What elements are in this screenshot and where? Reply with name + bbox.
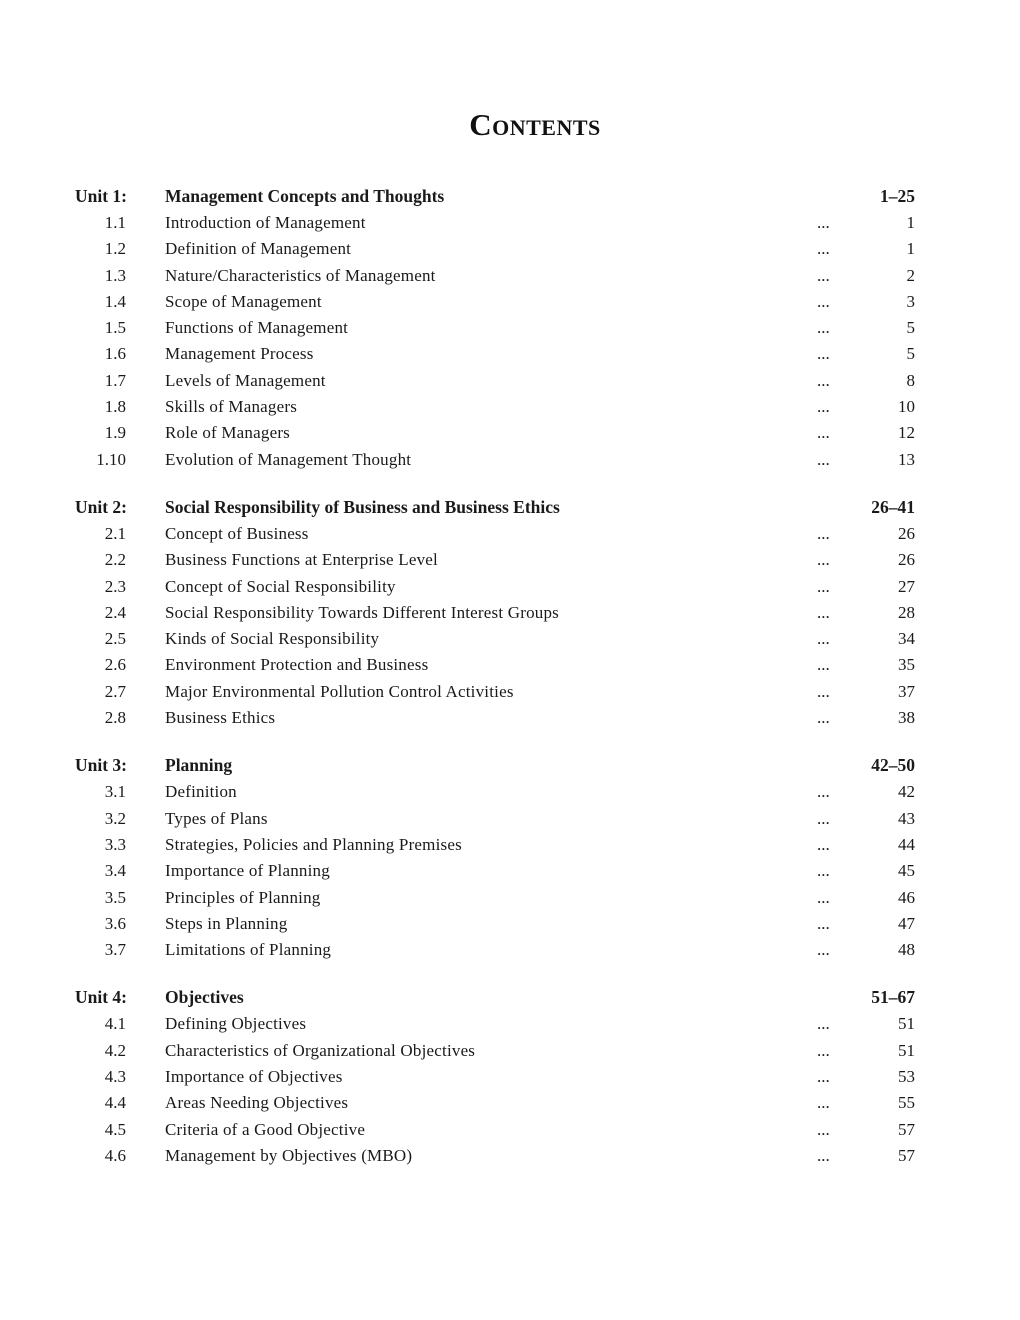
entry-title: Types of Plans	[165, 808, 268, 828]
unit-label: Unit 2:	[75, 496, 128, 517]
entry-page-number: 10	[898, 397, 915, 417]
entry-page-number: 47	[898, 913, 915, 933]
unit-heading[interactable]	[75, 751, 915, 779]
toc-entry[interactable]	[75, 1090, 915, 1116]
toc-entry[interactable]	[75, 263, 915, 289]
entry-page-number: 57	[898, 1119, 915, 1139]
entry-leader-dots: ...	[817, 940, 830, 960]
entry-page-number: 42	[898, 782, 915, 802]
entry-title: Kinds of Social Responsibility	[165, 629, 380, 649]
toc-entry[interactable]	[75, 420, 915, 446]
entry-leader-dots: ...	[817, 239, 830, 259]
entry-title: Social Responsibility Towards Different Interest Groups	[165, 602, 559, 622]
entry-page-number: 38	[898, 708, 915, 728]
entry-leader-dots: ...	[817, 834, 830, 854]
toc-entry[interactable]	[75, 705, 915, 731]
entry-number: 2.8	[104, 708, 126, 728]
unit-page-range: 42–50	[871, 755, 915, 776]
unit-page-range: 51–67	[871, 987, 915, 1008]
entry-leader-dots: ...	[817, 1014, 830, 1034]
entry-leader-dots: ...	[817, 708, 830, 728]
toc-entry[interactable]	[75, 858, 915, 884]
entry-number: 4.6	[104, 1145, 126, 1165]
toc-entry[interactable]	[75, 937, 915, 963]
entry-title: Business Functions at Enterprise Level	[165, 550, 438, 570]
entry-page-number: 45	[898, 861, 915, 881]
toc-entry[interactable]	[75, 832, 915, 858]
entry-title: Management by Objectives (MBO)	[165, 1145, 413, 1165]
entry-leader-dots: ...	[817, 1040, 830, 1060]
entry-leader-dots: ...	[817, 213, 830, 232]
entry-leader-dots: ...	[817, 370, 830, 390]
entry-number: 4.1	[104, 1014, 126, 1034]
entry-page-number: 8	[906, 370, 915, 390]
entry-page-number: 5	[906, 318, 915, 338]
entry-number: 1.7	[104, 370, 126, 390]
entry-page-number: 5	[906, 344, 915, 364]
unit-entries	[75, 779, 915, 963]
entry-number: 1.4	[104, 291, 126, 311]
entry-page-number: 37	[898, 681, 915, 701]
toc-entry[interactable]	[75, 779, 915, 805]
entry-number: 1.6	[104, 344, 126, 364]
entry-title: Concept of Social Responsibility	[165, 576, 396, 596]
entry-leader-dots: ...	[817, 449, 830, 469]
unit-entries	[75, 521, 915, 731]
entry-number: 2.7	[104, 681, 126, 701]
entry-title: Definition	[165, 782, 237, 802]
entry-page-number: 53	[898, 1067, 915, 1087]
toc-entry[interactable]	[75, 1117, 915, 1143]
entry-number: 1.2	[104, 239, 126, 259]
entry-page-number: 1	[906, 213, 915, 232]
toc-entry[interactable]	[75, 315, 915, 341]
entry-leader-dots: ...	[817, 1145, 830, 1165]
entry-title: Skills of Managers	[165, 397, 298, 417]
entry-title: Environment Protection and Business	[165, 655, 429, 675]
unit-title: Planning	[165, 755, 233, 776]
page-title: Contents	[469, 106, 601, 142]
entry-leader-dots: ...	[817, 550, 830, 570]
entry-page-number: 55	[898, 1093, 915, 1113]
entry-title: Importance of Planning	[165, 861, 330, 881]
unit-label: Unit 4:	[75, 987, 128, 1008]
entry-title: Strategies, Policies and Planning Premises	[165, 834, 462, 854]
entry-title: Role of Managers	[165, 423, 290, 443]
toc-entry[interactable]	[75, 447, 915, 473]
entry-number: 2.2	[104, 550, 126, 570]
unit-label: Unit 3:	[75, 755, 128, 776]
entry-title: Definition of Management	[165, 239, 352, 259]
unit-title: Social Responsibility of Business and Business Ethics	[165, 496, 560, 517]
toc-entry[interactable]	[75, 341, 915, 367]
entry-page-number: 27	[898, 576, 915, 596]
entry-title: Areas Needing Objectives	[165, 1093, 349, 1113]
entry-leader-dots: ...	[817, 655, 830, 675]
entry-leader-dots: ...	[817, 397, 830, 417]
entry-number: 2.4	[104, 602, 126, 622]
toc-unit	[75, 751, 915, 963]
entry-page-number: 26	[898, 523, 915, 543]
entry-number: 3.3	[104, 834, 126, 854]
toc-entry[interactable]	[75, 600, 915, 626]
entry-number: 1.3	[104, 265, 126, 285]
entry-number: 3.1	[104, 782, 126, 802]
toc-entry[interactable]	[75, 679, 915, 705]
entry-number: 4.5	[104, 1119, 126, 1139]
entry-title: Evolution of Management Thought	[165, 449, 412, 469]
entry-leader-dots: ...	[817, 602, 830, 622]
toc-entry[interactable]	[75, 1038, 915, 1064]
entry-page-number: 2	[906, 265, 915, 285]
entry-number: 2.6	[104, 655, 126, 675]
toc-entry[interactable]	[75, 626, 915, 652]
entry-number: 3.5	[104, 887, 126, 907]
entry-title: Principles of Planning	[165, 887, 321, 907]
entry-title: Limitations of Planning	[165, 940, 332, 960]
entry-page-number: 51	[898, 1014, 915, 1034]
unit-entries	[75, 210, 915, 473]
entry-number: 3.2	[104, 808, 126, 828]
toc-entry[interactable]	[75, 289, 915, 315]
entry-leader-dots: ...	[817, 291, 830, 311]
entry-leader-dots: ...	[817, 576, 830, 596]
unit-title: Management Concepts and Thoughts	[165, 186, 445, 206]
entry-title: Nature/Characteristics of Management	[165, 265, 436, 285]
entry-number: 4.3	[104, 1067, 126, 1087]
entry-page-number: 1	[906, 239, 915, 259]
entry-title: Functions of Management	[165, 318, 349, 338]
entry-title: Business Ethics	[165, 708, 276, 728]
unit-heading[interactable]	[75, 493, 915, 521]
entry-leader-dots: ...	[817, 523, 830, 543]
toc-entry[interactable]	[75, 652, 915, 678]
entry-page-number: 44	[898, 834, 915, 854]
unit-page-range: 1–25	[880, 186, 915, 206]
toc-entry[interactable]	[75, 574, 915, 600]
entry-title: Scope of Management	[165, 291, 322, 311]
entry-leader-dots: ...	[817, 808, 830, 828]
entry-number: 4.2	[104, 1040, 126, 1060]
toc-unit	[75, 983, 915, 1169]
entry-page-number: 48	[898, 940, 915, 960]
entry-leader-dots: ...	[817, 318, 830, 338]
entry-number: 4.4	[104, 1093, 126, 1113]
table-of-contents	[75, 182, 915, 1189]
entry-title: Characteristics of Organizational Objectives	[165, 1040, 476, 1060]
entry-number: 2.1	[104, 523, 126, 543]
entry-number: 2.5	[104, 629, 126, 649]
unit-title: Objectives	[165, 987, 244, 1008]
toc-entry[interactable]	[75, 521, 915, 547]
entry-leader-dots: ...	[817, 1093, 830, 1113]
unit-heading[interactable]	[75, 983, 915, 1011]
entry-number: 3.6	[104, 913, 126, 933]
entry-number: 1.10	[96, 449, 126, 469]
entry-title: Management Process	[165, 344, 314, 364]
entry-page-number: 13	[898, 449, 915, 469]
entry-title: Levels of Management	[165, 370, 326, 390]
entry-leader-dots: ...	[817, 782, 830, 802]
toc-entry[interactable]	[75, 394, 915, 420]
entry-page-number: 51	[898, 1040, 915, 1060]
entry-title: Criteria of a Good Objective	[165, 1119, 366, 1139]
entry-page-number: 3	[906, 291, 915, 311]
toc-entry[interactable]	[75, 368, 915, 394]
entry-title: Defining Objectives	[165, 1014, 307, 1034]
toc-entry[interactable]	[75, 885, 915, 911]
toc-entry[interactable]	[75, 210, 915, 236]
entry-leader-dots: ...	[817, 423, 830, 443]
entry-number: 1.8	[104, 397, 126, 417]
unit-entries	[75, 1011, 915, 1169]
entry-number: 3.4	[104, 861, 126, 881]
unit-label: Unit 1:	[75, 186, 128, 206]
entry-page-number: 43	[898, 808, 915, 828]
entry-number: 3.7	[104, 940, 126, 960]
entry-page-number: 34	[898, 629, 915, 649]
entry-number: 1.9	[104, 423, 126, 443]
toc-unit	[75, 493, 915, 731]
toc-entry[interactable]	[75, 547, 915, 573]
toc-entry[interactable]	[75, 236, 915, 262]
entry-leader-dots: ...	[817, 913, 830, 933]
entry-leader-dots: ...	[817, 1067, 830, 1087]
toc-unit	[75, 182, 915, 473]
toc-entry[interactable]	[75, 806, 915, 832]
entry-leader-dots: ...	[817, 887, 830, 907]
toc-entry[interactable]	[75, 1011, 915, 1037]
entry-page-number: 35	[898, 655, 915, 675]
entry-title: Concept of Business	[165, 523, 309, 543]
entry-page-number: 46	[898, 887, 915, 907]
entry-leader-dots: ...	[817, 629, 830, 649]
entry-number: 1.5	[104, 318, 126, 338]
entry-page-number: 57	[898, 1145, 915, 1165]
entry-page-number: 12	[898, 423, 915, 443]
entry-leader-dots: ...	[817, 265, 830, 285]
entry-leader-dots: ...	[817, 1119, 830, 1139]
unit-heading[interactable]	[75, 182, 915, 210]
entry-leader-dots: ...	[817, 861, 830, 881]
unit-page-range: 26–41	[871, 496, 915, 517]
entry-number: 1.1	[104, 213, 126, 232]
entry-title: Major Environmental Pollution Control Activities	[165, 681, 514, 701]
entry-leader-dots: ...	[817, 344, 830, 364]
toc-entry[interactable]	[75, 911, 915, 937]
entry-title: Importance of Objectives	[165, 1067, 343, 1087]
toc-entry[interactable]	[75, 1143, 915, 1169]
entry-page-number: 28	[898, 602, 915, 622]
entry-title: Introduction of Management	[165, 213, 366, 232]
entry-page-number: 26	[898, 550, 915, 570]
entry-title: Steps in Planning	[165, 913, 288, 933]
toc-entry[interactable]	[75, 1064, 915, 1090]
entry-number: 2.3	[104, 576, 126, 596]
entry-leader-dots: ...	[817, 681, 830, 701]
